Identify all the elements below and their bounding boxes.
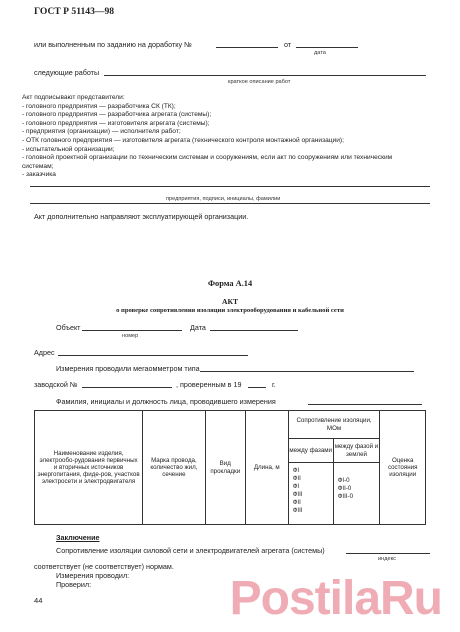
- date-caption: дата: [314, 50, 326, 56]
- signer-item: - головного предприятия — разработчика агрегата (системы);: [22, 111, 212, 119]
- date-line: [296, 47, 358, 48]
- col-between-phases-header: между фазами: [288, 439, 333, 463]
- address-label: Адрес: [34, 348, 55, 357]
- person-line: [308, 404, 422, 405]
- signer-item: - заказчика: [22, 171, 56, 179]
- ground-value: ФIII-0: [337, 493, 354, 500]
- col-laying-header: Вид прокладки: [205, 411, 245, 525]
- page-number: 44: [34, 596, 43, 605]
- measured-by: Измерения проводил:: [56, 571, 130, 580]
- object-line: [82, 330, 182, 331]
- meter-type-line: [200, 371, 414, 372]
- act-subtitle: о проверке сопротивления изоляции электрооборудования и кабельной сети: [116, 307, 344, 314]
- object-label: Объект: [56, 323, 81, 332]
- address-line: [58, 355, 248, 356]
- signer-item: - предприятия (организации) — исполнителя работ;: [22, 128, 181, 136]
- conclusion-heading: Заключение: [56, 533, 100, 542]
- year-suffix: г.: [272, 380, 276, 389]
- act-title: АКТ: [221, 297, 239, 306]
- date-label: Дата: [190, 323, 206, 332]
- index-line: [346, 553, 430, 554]
- signer-item: - испытательной организации;: [22, 145, 115, 153]
- index-caption: индекс: [378, 556, 396, 562]
- col-item-header: Наименование изделия, электрообо-рудования первичных и вторичных источников энергопитания, фиде-ров, участков электросети и электродвигателя: [35, 411, 143, 525]
- person-label: Фамилия, инициалы и должность лица, проводившего измерения: [56, 397, 276, 406]
- verified-text: , проверенным в 19: [176, 380, 242, 389]
- phase-value: ФI: [292, 483, 300, 490]
- factory-number-line: [82, 387, 172, 388]
- col-length-header: Длина, м: [245, 411, 288, 525]
- standard-header: ГОСТ Р 51143—98: [34, 6, 115, 17]
- col-assessment-header: Оценка состояния изоляции: [380, 411, 426, 525]
- ground-value: ФII-0: [337, 485, 352, 492]
- phase-value: ФII: [292, 475, 301, 482]
- rework-text: или выполненным по заданию на доработку №: [34, 40, 192, 49]
- signatures-line: [30, 186, 430, 187]
- phase-value: ФIII: [292, 507, 303, 514]
- signers-intro: Акт подписывают представители:: [22, 94, 125, 101]
- number-caption: номер: [122, 333, 139, 339]
- signatures-caption: предприятия, подписи, инициалы, фамилии: [166, 196, 281, 202]
- phase-value: ФIII: [292, 491, 303, 498]
- watermark-logo: PostilaRu: [229, 572, 442, 625]
- col-resistance-header: Сопротивление изоляции, МОм: [288, 411, 380, 439]
- works-caption: краткое описание работ: [228, 79, 291, 85]
- phase-value: ФI: [292, 467, 300, 474]
- signer-item: - головного предприятия — изготовителя агрегата (системы);: [22, 119, 210, 127]
- form-title: Форма А.14: [207, 279, 253, 288]
- signatures-line: [30, 203, 430, 204]
- insulation-table: [34, 410, 426, 525]
- rework-number-line: [216, 47, 278, 48]
- ground-value: ФI-0: [337, 477, 350, 484]
- phase-value: ФII: [292, 499, 301, 506]
- checked-by: Проверил:: [56, 580, 92, 589]
- signer-item: - ОТК головного предприятия — изготовителя агрегата (технического контроля монтажной организации);: [22, 136, 344, 144]
- col-wire-header: Марка провода, количество жил, сечение: [143, 411, 206, 525]
- ground-values-cell: [333, 463, 380, 525]
- conclusion-text: Сопротивление изоляции силовой сети и электродвигателей агрегата (системы): [56, 546, 325, 555]
- form-date-line: [210, 330, 298, 331]
- signer-item: - головной проектной организации по техническим системам и сооружениям, если акт по сооружениям или техническим системам;: [22, 154, 393, 170]
- compliance-text: соответствует (не соответствует) нормам.: [34, 562, 174, 571]
- year-line: [248, 387, 266, 388]
- from-label: от: [284, 40, 292, 49]
- phases-values-cell: [288, 463, 333, 525]
- factory-label: заводской №: [34, 380, 78, 389]
- signer-item: - головного предприятия — разработчика СК (ТК);: [22, 102, 176, 110]
- col-phase-ground-header: между фазой и землей: [333, 439, 380, 463]
- additional-note: Акт дополнительно направляют эксплуатирующей организации.: [34, 212, 249, 221]
- works-label: следующие работы: [34, 68, 100, 77]
- measurements-text: Измерения проводили мегаомметром типа: [56, 364, 200, 373]
- signers-block: [22, 94, 422, 180]
- works-line: [104, 75, 426, 76]
